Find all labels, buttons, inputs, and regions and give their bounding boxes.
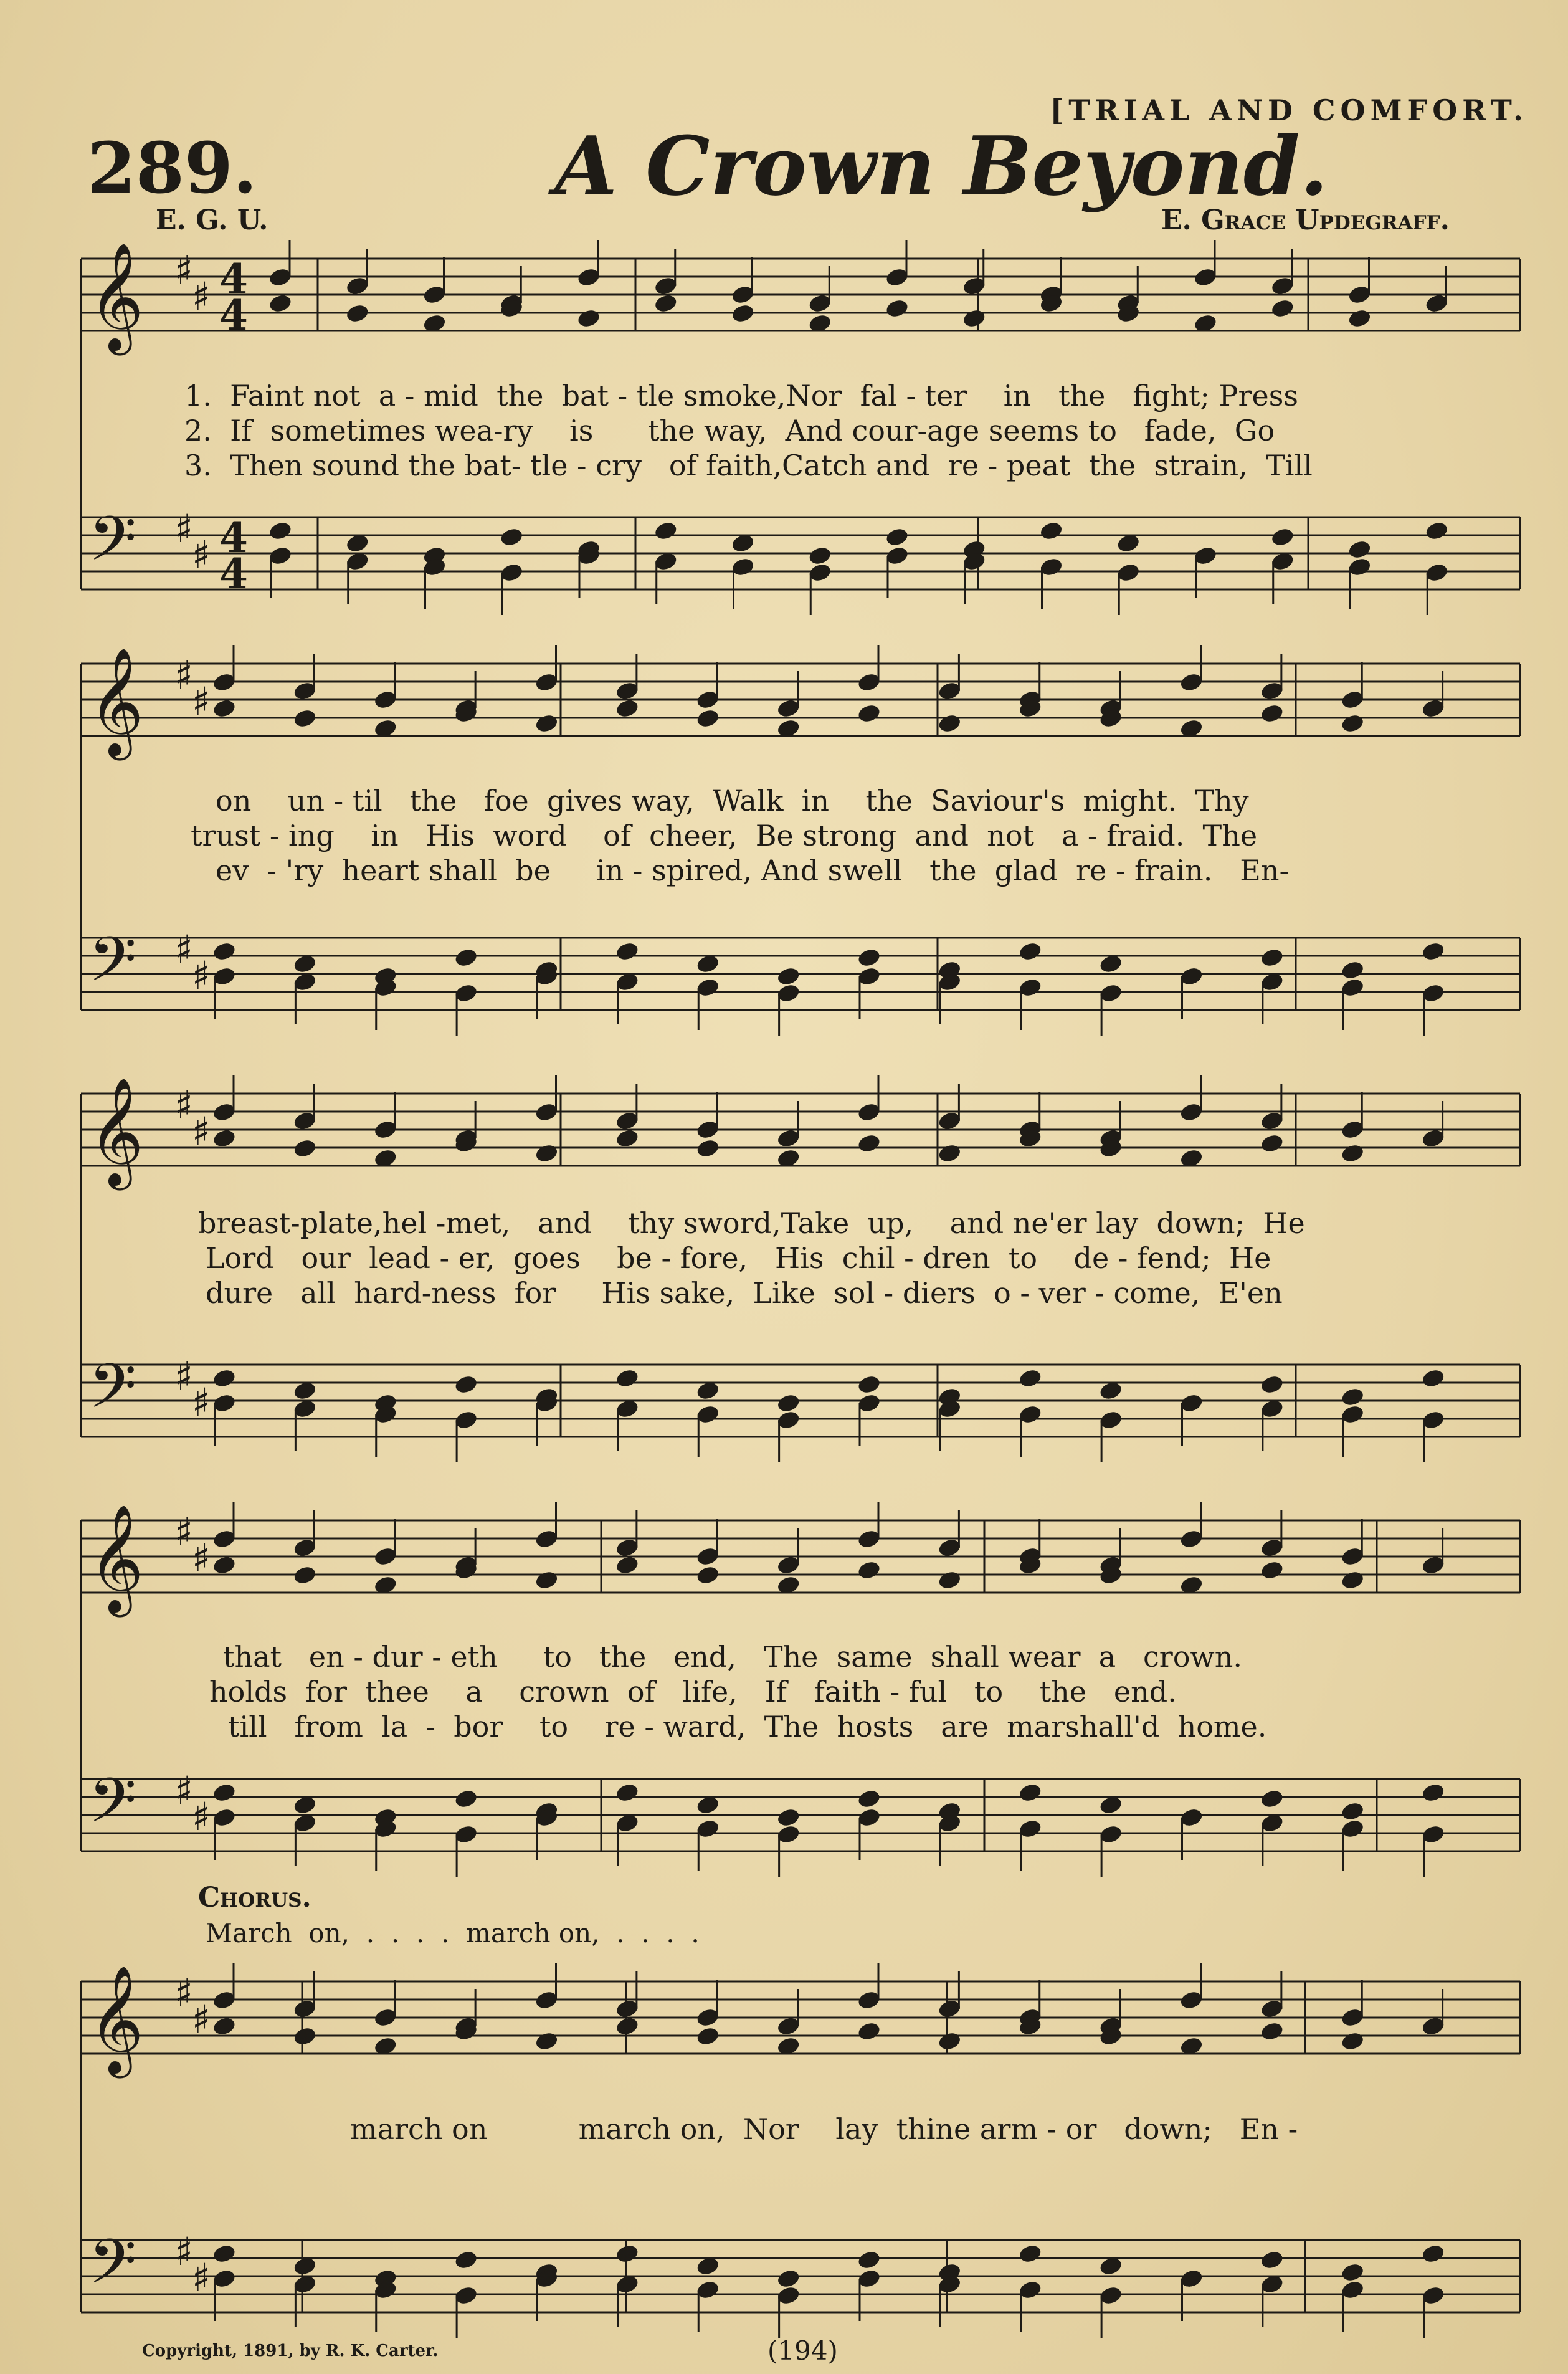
lyric-line: trust - ing in His word of cheer, Be strong and not a - fraid. The	[191, 819, 1258, 852]
notehead	[1270, 298, 1295, 319]
notehead	[1260, 2021, 1285, 2042]
key-signature-sharp: ♯	[192, 1996, 211, 2042]
key-signature-sharp: ♯	[174, 1970, 194, 2016]
chorus-cue-line: March on, . . . . march on, . . . .	[206, 1918, 700, 1948]
treble-clef: 𝄞	[88, 647, 144, 756]
bass-clef: 𝄢	[88, 1765, 137, 1852]
notehead	[212, 1368, 237, 1389]
notehead	[857, 1560, 881, 1581]
bass-clef: 𝄢	[88, 2226, 137, 2313]
hymn-title: A Crown Beyond.	[554, 118, 1328, 214]
key-signature-sharp: ♯	[192, 2255, 211, 2300]
lyric-line: dure all hard-ness for His sake, Like sol - diers o - ver - come, E'en	[206, 1276, 1283, 1310]
notehead	[292, 1138, 317, 1159]
notehead	[212, 2243, 237, 2264]
notehead	[345, 303, 370, 324]
notehead	[885, 527, 910, 548]
notehead	[857, 2249, 881, 2271]
notehead	[454, 1374, 478, 1395]
notehead	[1421, 1782, 1446, 1803]
notehead	[776, 966, 801, 987]
treble-clef: 𝄞	[88, 1965, 144, 2074]
notehead	[292, 1565, 317, 1586]
key-signature-sharp: ♯	[192, 953, 211, 998]
lyric-line: ev - 'ry heart shall be in - spired, And swell the glad re - frain. En-	[216, 854, 1290, 887]
notehead	[1347, 308, 1372, 329]
copyright-notice: Copyright, 1891, by R. K. Carter.	[142, 2342, 439, 2360]
lyric-line: on un - til the foe gives way, Walk in the Saviour's might. Thy	[216, 784, 1249, 818]
lyric-line: breast-plate,hel -met, and thy sword,Take up, and ne'er lay down; He	[198, 1206, 1305, 1240]
notehead	[653, 293, 678, 314]
key-signature-sharp: ♯	[174, 2229, 194, 2274]
notehead	[1340, 1570, 1365, 1591]
notehead	[1424, 520, 1449, 541]
notehead	[937, 713, 962, 734]
notehead	[212, 1128, 237, 1149]
notehead	[1038, 520, 1063, 541]
notehead	[1260, 703, 1285, 724]
key-signature-sharp: ♯	[192, 1535, 211, 1581]
notehead	[534, 713, 559, 734]
notehead	[1421, 1368, 1446, 1389]
notehead	[212, 698, 237, 719]
notehead	[1260, 2249, 1285, 2271]
key-signature-sharp: ♯	[174, 1768, 194, 1813]
notehead	[1260, 1374, 1285, 1395]
notehead	[857, 1374, 881, 1395]
time-signature-number: 4	[219, 255, 248, 303]
page-number: (194)	[767, 2335, 838, 2366]
treble-clef: 𝄞	[88, 1077, 144, 1186]
notehead	[695, 1565, 720, 1586]
notehead	[1260, 1788, 1285, 1809]
notehead	[615, 698, 640, 719]
treble-clef: 𝄞	[88, 242, 144, 351]
notehead	[499, 527, 524, 548]
hymn-number: 289.	[87, 128, 257, 209]
notehead	[857, 1133, 881, 1154]
notehead	[1260, 1133, 1285, 1154]
notehead	[212, 2016, 237, 2037]
notehead	[454, 947, 478, 968]
notehead	[292, 2026, 317, 2047]
notehead	[615, 2243, 640, 2264]
key-signature-sharp: ♯	[174, 1353, 194, 1399]
notehead	[962, 308, 987, 329]
notehead	[268, 293, 293, 314]
words-initials: E. G. U.	[156, 204, 268, 236]
bass-clef: 𝄢	[88, 924, 137, 1011]
notehead	[1340, 2262, 1365, 2283]
category-heading: [TRIAL AND COMFORT.	[1050, 93, 1528, 127]
lyric-line: 3. Then sound the bat- tle - cry of faith,Catch and re - peat the strain, Till	[184, 449, 1313, 482]
bass-clef: 𝄢	[88, 1351, 137, 1437]
key-signature-sharp: ♯	[174, 652, 194, 698]
notehead	[1018, 1782, 1043, 1803]
notehead	[212, 1782, 237, 1803]
notehead	[937, 1143, 962, 1164]
lyric-line: that en - dur - eth to the end, The same shall wear a crown.	[223, 1640, 1243, 1674]
notehead	[534, 1570, 559, 1591]
key-signature-sharp: ♯	[174, 1082, 194, 1128]
notehead	[1018, 1368, 1043, 1389]
notehead	[885, 298, 910, 319]
notehead	[857, 1788, 881, 1809]
notehead	[857, 703, 881, 724]
key-signature-sharp: ♯	[192, 679, 211, 724]
notehead	[1340, 1386, 1365, 1408]
composer-name: E. Grace Updegraff.	[1161, 204, 1450, 236]
notehead	[1018, 2243, 1043, 2264]
notehead	[212, 1555, 237, 1576]
lyric-line: 1. Faint not a - mid the bat - tle smoke,Nor fal - ter in the fight; Press	[184, 379, 1298, 412]
notehead	[1260, 947, 1285, 968]
lyric-line: Lord our lead - er, goes be - fore, His chil - dren to de - fend; He	[206, 1241, 1271, 1275]
notehead	[615, 1368, 640, 1389]
lyric-line: 2. If sometimes wea-ry is the way, And cour-age seems to fade, Go	[184, 414, 1275, 447]
notehead	[454, 2249, 478, 2271]
time-signature-number: 4	[219, 513, 248, 562]
notehead	[292, 708, 317, 729]
key-signature-sharp: ♯	[174, 247, 194, 293]
key-signature-sharp: ♯	[192, 1108, 211, 1154]
time-signature-number: 4	[219, 291, 248, 340]
notehead	[695, 2026, 720, 2047]
time-signature-number: 4	[219, 550, 248, 598]
notehead	[807, 545, 832, 566]
notehead	[268, 520, 293, 541]
notehead	[776, 2268, 801, 2289]
notehead	[1421, 941, 1446, 962]
notehead	[1270, 527, 1295, 548]
notehead	[1340, 1143, 1365, 1164]
notehead	[776, 1393, 801, 1414]
notehead	[937, 1570, 962, 1591]
key-signature-sharp: ♯	[174, 1509, 194, 1555]
notehead	[1340, 2031, 1365, 2052]
lyric-line: till from la - bor to re - ward, The hosts are marshall'd home.	[228, 1710, 1267, 1743]
key-signature-sharp: ♯	[192, 532, 211, 578]
notehead	[615, 2016, 640, 2037]
notehead	[695, 1138, 720, 1159]
notehead	[534, 1143, 559, 1164]
notehead	[857, 947, 881, 968]
notehead	[857, 2021, 881, 2042]
key-signature-sharp: ♯	[174, 506, 194, 551]
chorus-label: Chorus.	[198, 1882, 311, 1914]
bass-clef: 𝄢	[88, 503, 137, 590]
notehead	[730, 303, 755, 324]
lyric-line: march on march on, Nor lay thine arm - or down; En -	[350, 2112, 1298, 2146]
notehead	[454, 1788, 478, 1809]
treble-clef: 𝄞	[88, 1504, 144, 1613]
key-signature-sharp: ♯	[192, 274, 211, 319]
notehead	[1347, 539, 1372, 560]
lyric-line: holds for thee a crown of life, If faith - ful to the end.	[209, 1675, 1177, 1709]
notehead	[937, 2031, 962, 2052]
notehead	[534, 2031, 559, 2052]
key-signature-sharp: ♯	[192, 1794, 211, 1839]
notehead	[615, 941, 640, 962]
notehead	[653, 520, 678, 541]
notehead	[776, 1807, 801, 1828]
notehead	[615, 1782, 640, 1803]
notehead	[212, 941, 237, 962]
key-signature-sharp: ♯	[174, 927, 194, 972]
notehead	[1421, 2243, 1446, 2264]
notehead	[1260, 1560, 1285, 1581]
notehead	[695, 708, 720, 729]
notehead	[1340, 960, 1365, 981]
key-signature-sharp: ♯	[192, 1380, 211, 1425]
notehead	[615, 1128, 640, 1149]
notehead	[1018, 941, 1043, 962]
notehead	[576, 308, 601, 329]
notehead	[615, 1555, 640, 1576]
notehead	[1340, 713, 1365, 734]
notehead	[1340, 1801, 1365, 1822]
